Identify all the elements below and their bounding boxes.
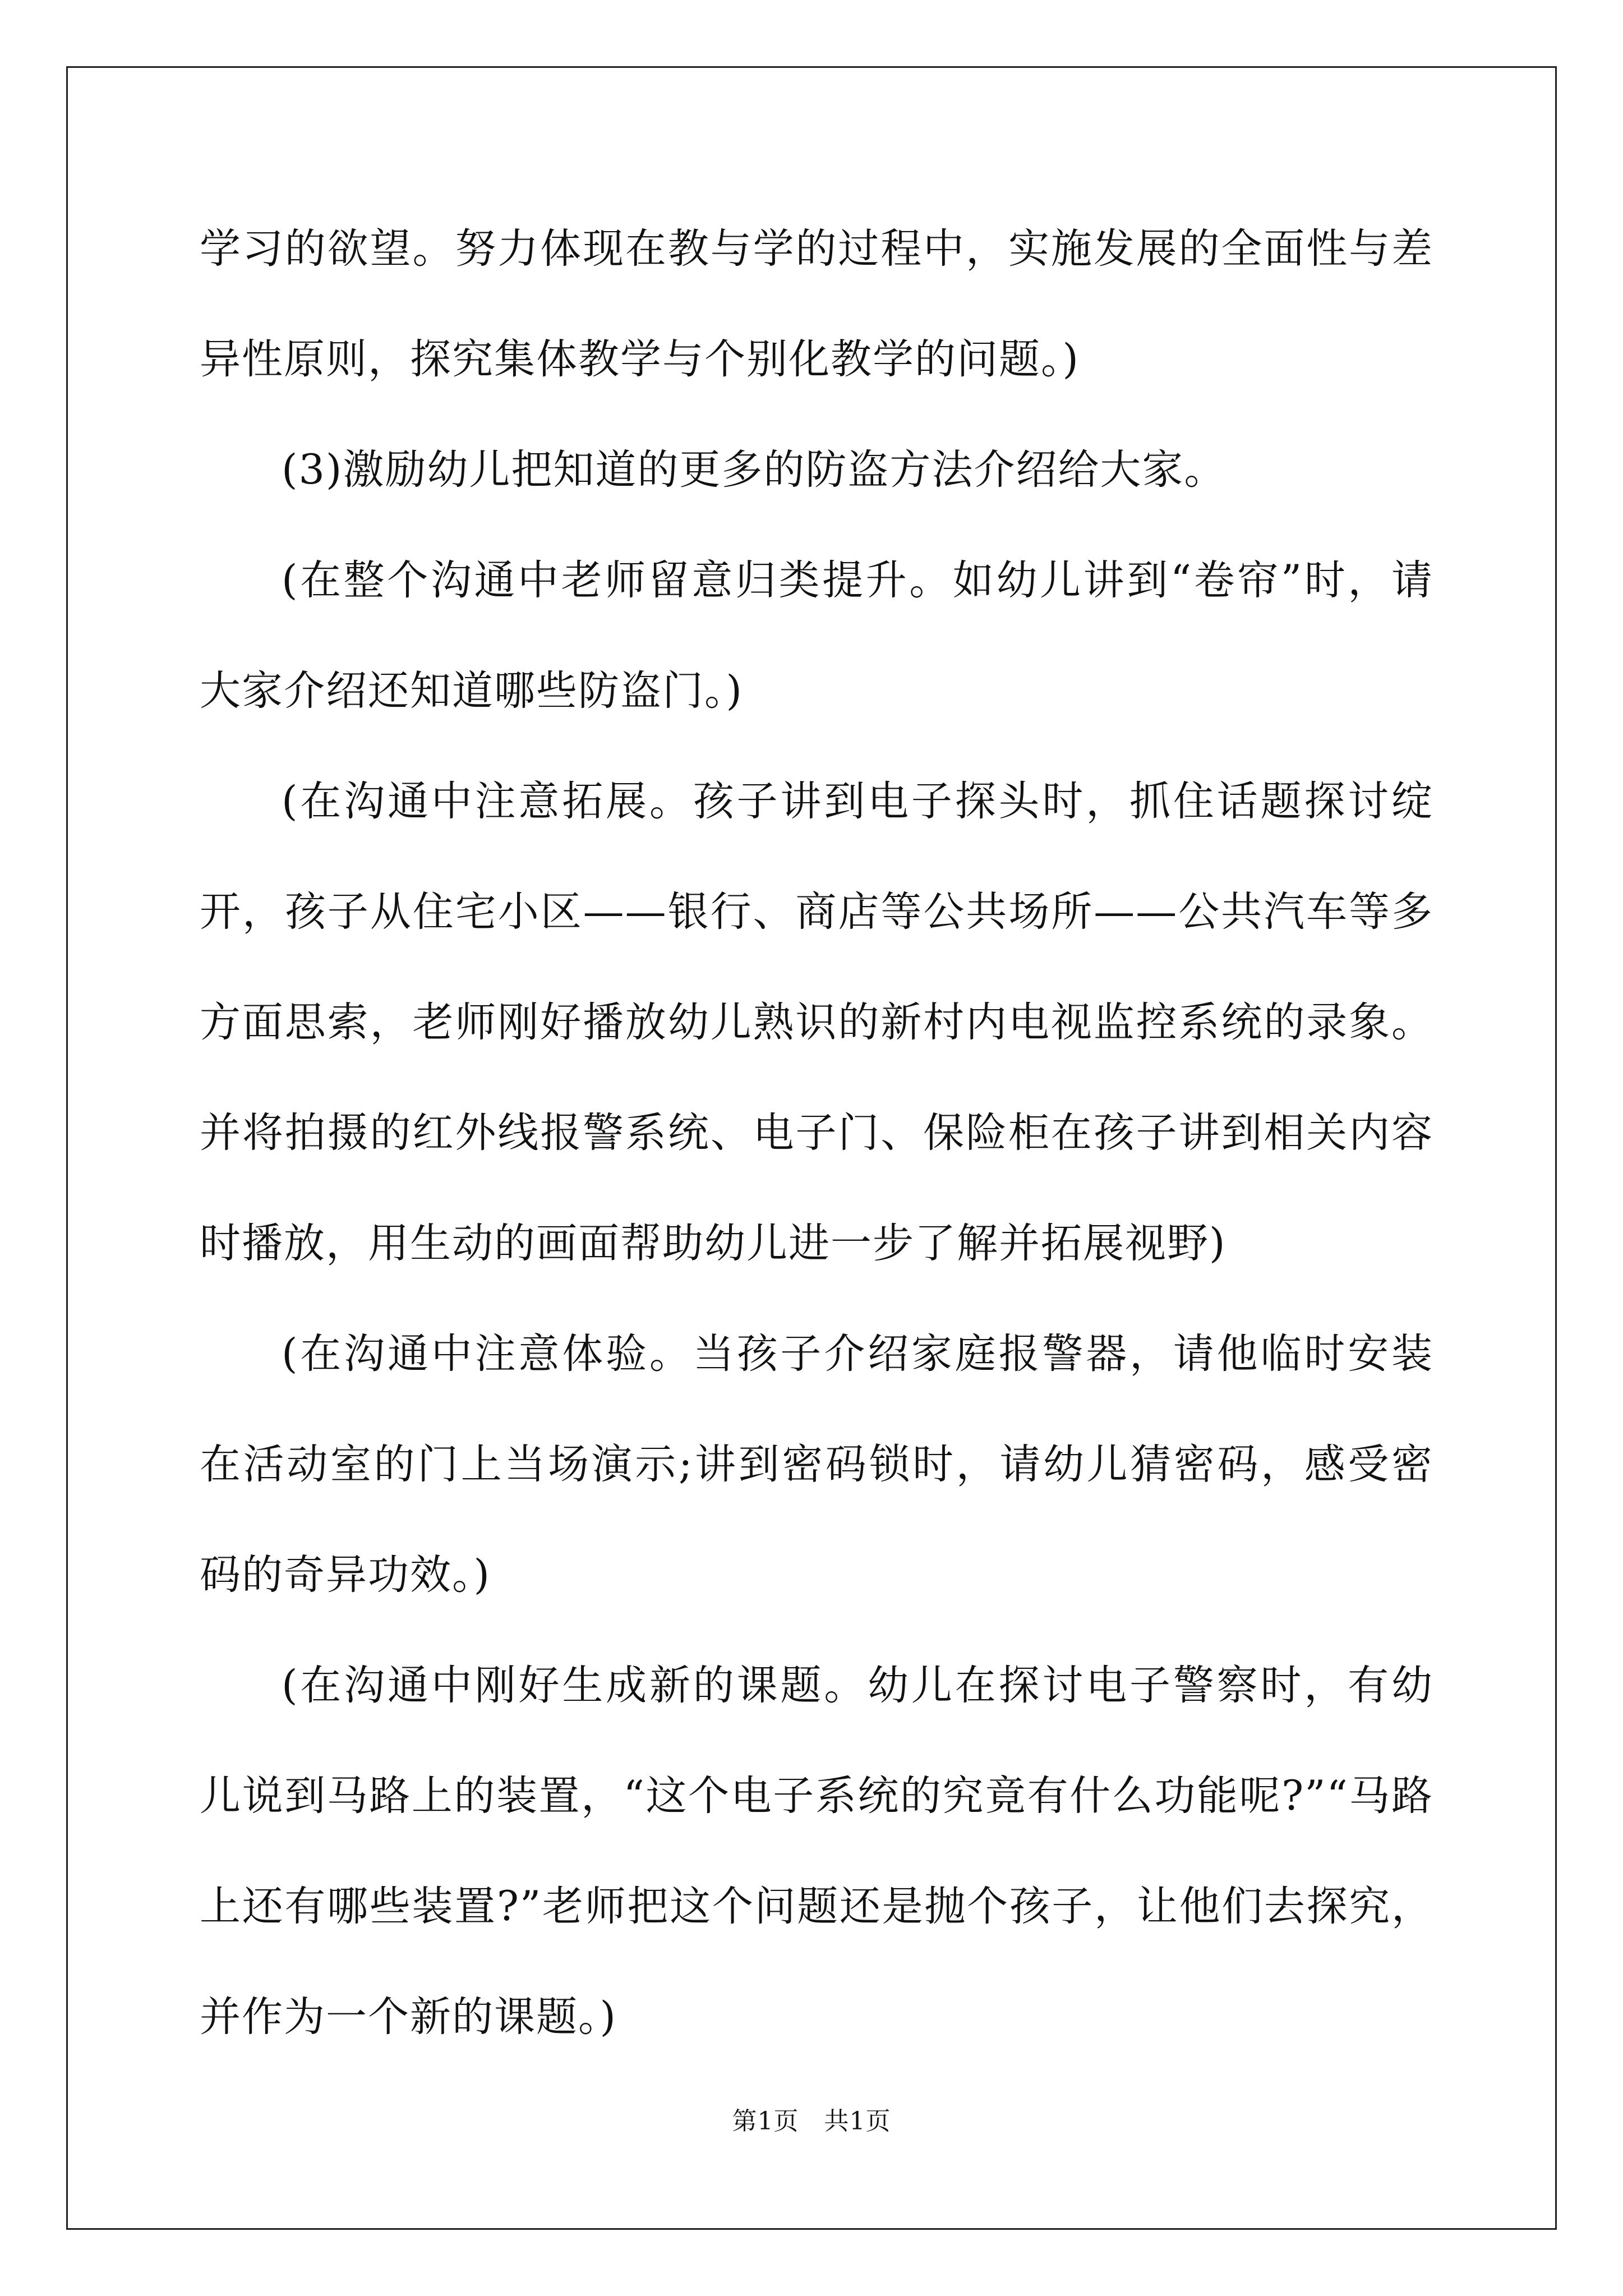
paragraph-1: 学习的欲望。努力体现在教与学的过程中，实施发展的全面性与差异性原则，探究集体教学与个别化教学的问题。) [200,225,1433,383]
paragraph-2: (3)激励幼儿把知道的更多的防盗方法介绍给大家。 [282,446,1227,494]
document-body [200,194,1433,2072]
paragraph-6: (在沟通中刚好生成新的课题。幼儿在探讨电子警察时，有幼儿说到马路上的装置，“这个电子系统的究竟有什么功能呢?”“马路上还有哪些装置?”老师把这个问题还是抛个孩子，让他们去探究，并作为一个新的课题。) [200,1662,1433,2041]
paragraph-3: (在整个沟通中老师留意归类提升。如幼儿讲到“卷帘”时，请大家介绍还知道哪些防盗门。) [200,556,1433,715]
paragraph-4: (在沟通中注意拓展。孩子讲到电子探头时，抓住话题探讨绽开，孩子从住宅小区——银行、商店等公共场所——公共汽车等多方面思索，老师刚好播放幼儿熟识的新村内电视监控系统的录象。并将拍摄的红外线报警系统、电子门、保险柜在孩子讲到相关内容时播放，用生动的画面帮助幼儿进一步了解并拓展视野) [200,777,1433,1267]
paragraph-5: (在沟通中注意体验。当孩子介绍家庭报警器，请他临时安装在活动室的门上当场演示;讲到密码锁时，请幼儿猜密码，感受密码的奇异功效。) [200,1330,1433,1599]
page-number-footer: 第1页 共1页 [732,2107,891,2136]
